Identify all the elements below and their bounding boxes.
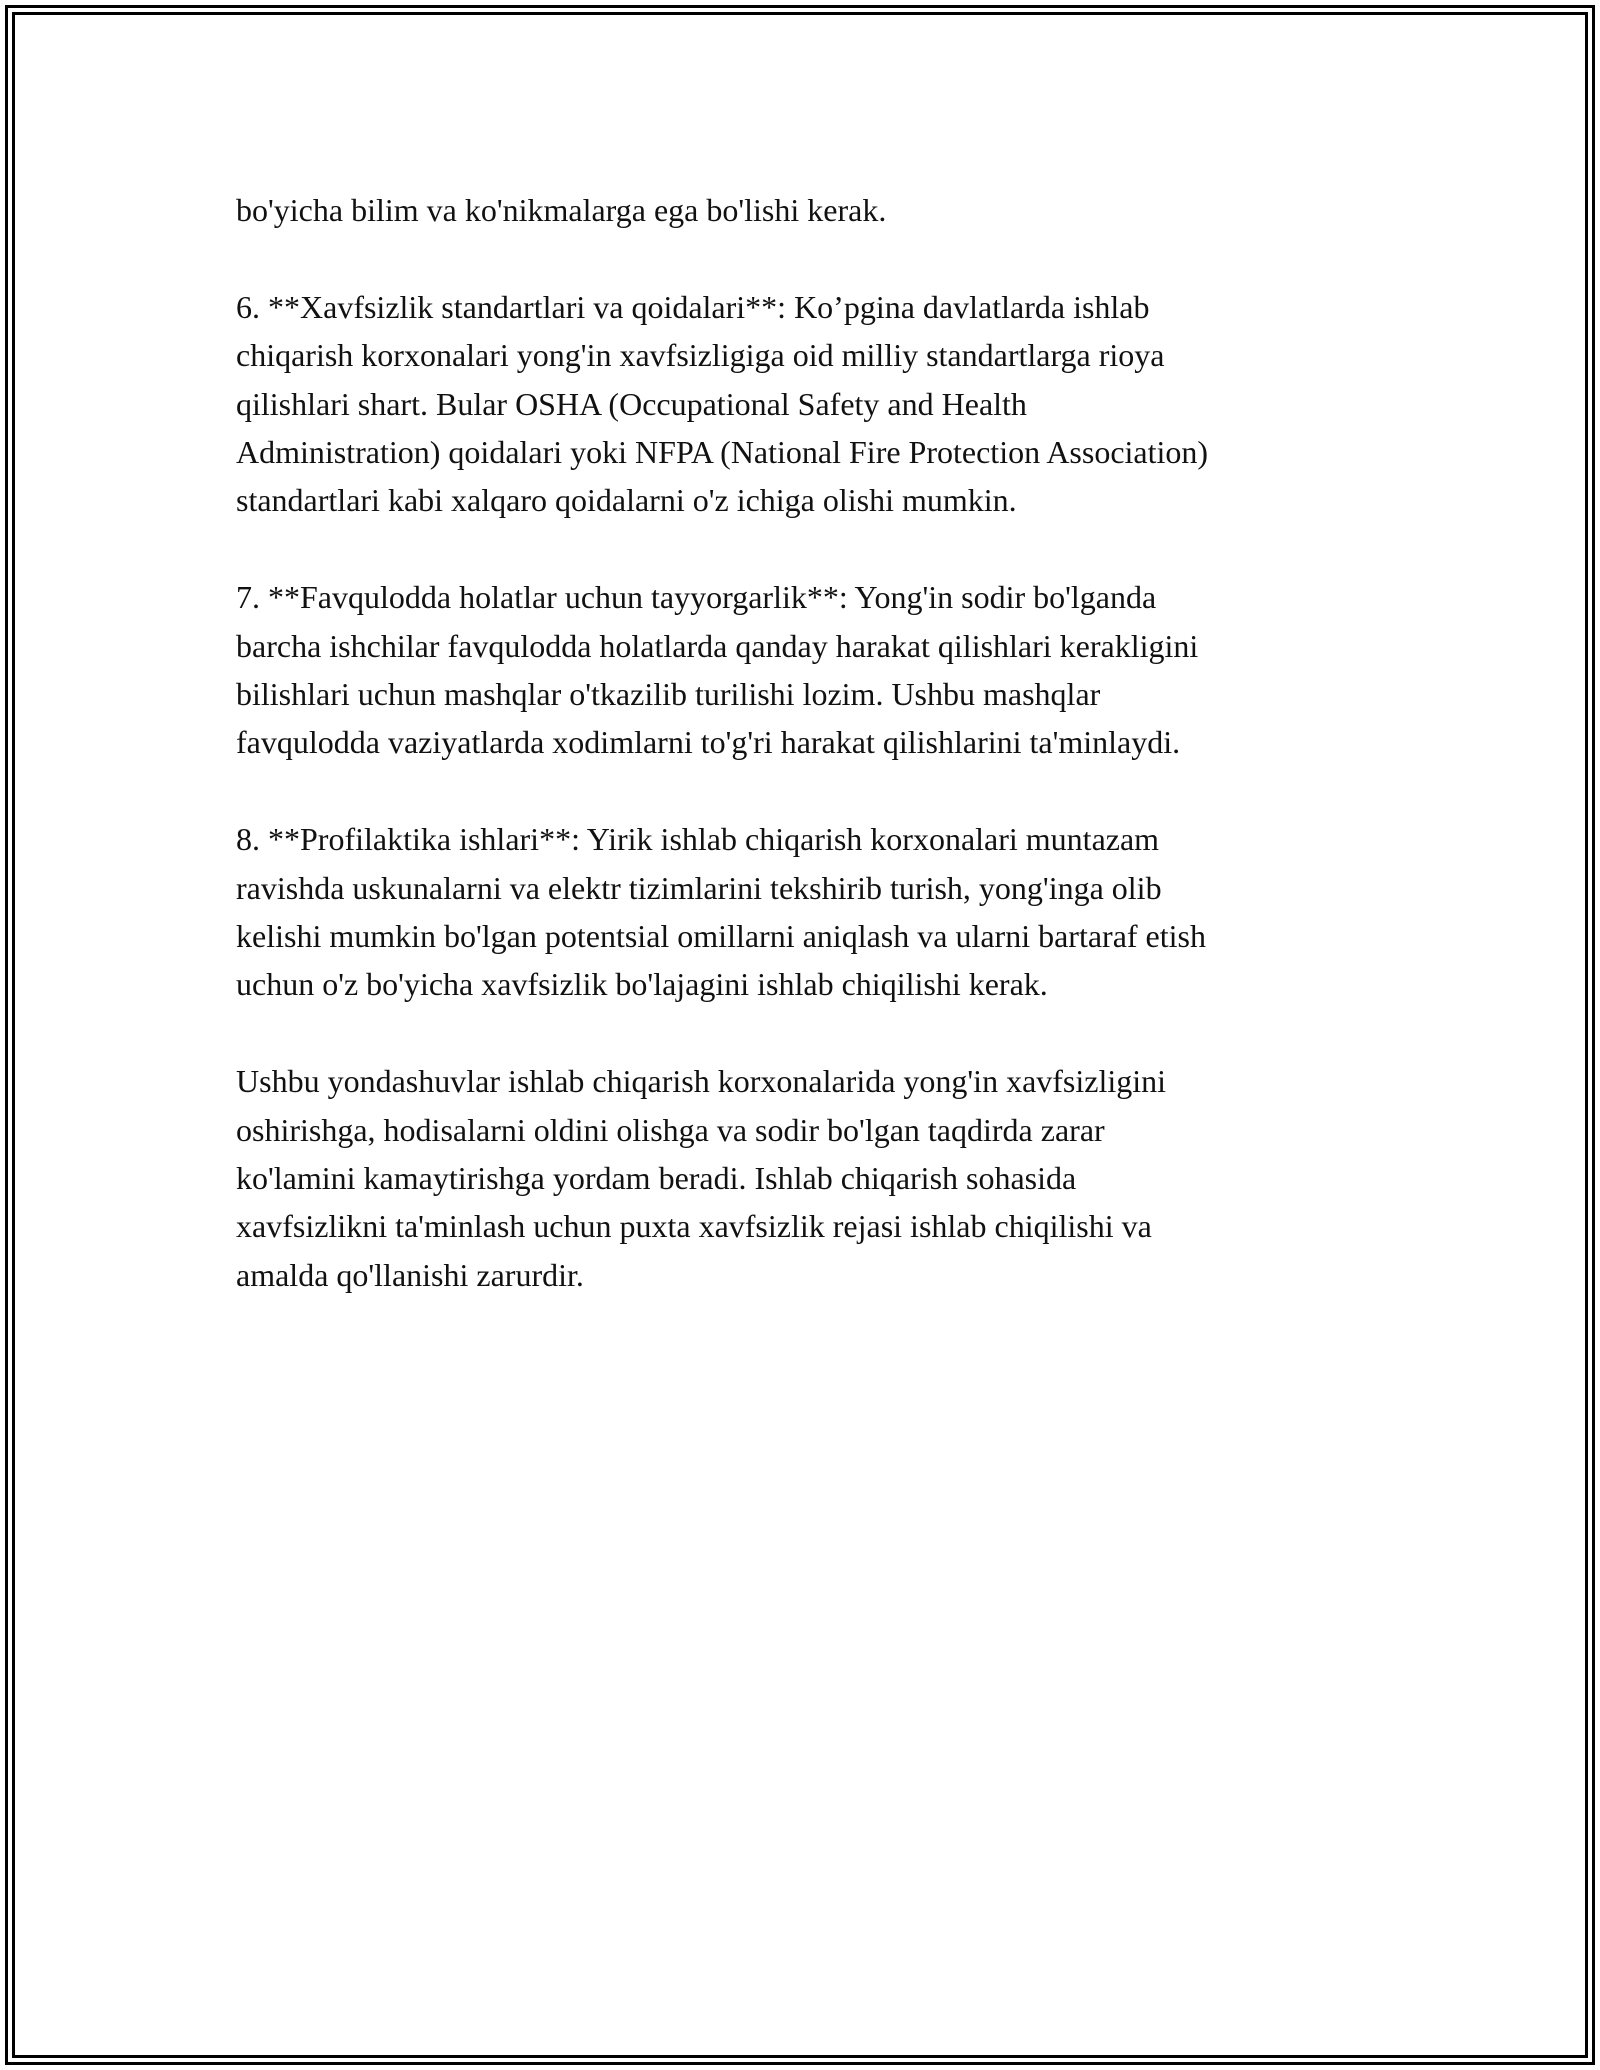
paragraph-item-8-preventive-work: 8. **Profilaktika ishlari**: Yirik ishlab chiqarish korxonalari muntazam ravishda uskunalarni va elektr tizimlarini tekshirib turish, yong'inga olib kelishi mumkin bo'lgan potentsial omillarni aniqlash va ularni bartaraf etish uchun o'z bo'yicha xavfsizlik bo'lajagini ishlab chiqilishi kerak. [236,821,1206,1003]
document-body [236,186,1376,1299]
paragraph-item-7-emergency-preparedness: 7. **Favqulodda holatlar uchun tayyorgarlik**: Yong'in sodir bo'lganda barcha ishchilar favqulodda holatlarda qanday harakat qilishlari kerakligini bilishlari uchun mashqlar o'tkazilib turilishi lozim. Ushbu mashqlar favqulodda vaziyatlarda xodimlarni to'g'ri harakat qilishlarini ta'minlaydi. [236,579,1199,761]
paragraph-continuation: bo'yicha bilim va ko'nikmalarga ega bo'lishi kerak. [236,192,887,228]
paragraph-conclusion: Ushbu yondashuvlar ishlab chiqarish korxonalarida yong'in xavfsizligini oshirishga, hodisalarni oldini olishga va sodir bo'lgan taqdirda zarar ko'lamini kamaytirishga yordam beradi. Ishlab chiqarish sohasida xavfsizlikni ta'minlash uchun puxta xavfsizlik rejasi ishlab chiqilishi va amalda qo'llanishi zarurdir. [236,1063,1167,1293]
paragraph-item-6-safety-standards: 6. **Xavfsizlik standartlari va qoidalari**: Ko’pgina davlatlarda ishlab chiqarish korxonalari yong'in xavfsizligiga oid milliy standartlarga rioya qilishlari shart. Bular OSHA (Occupational Safety and Health Administration) qoidalari yoki NFPA (National Fire Protection Association) standartlari kabi xalqaro qoidalarni o'z ichiga olishi mumkin. [236,288,1209,519]
